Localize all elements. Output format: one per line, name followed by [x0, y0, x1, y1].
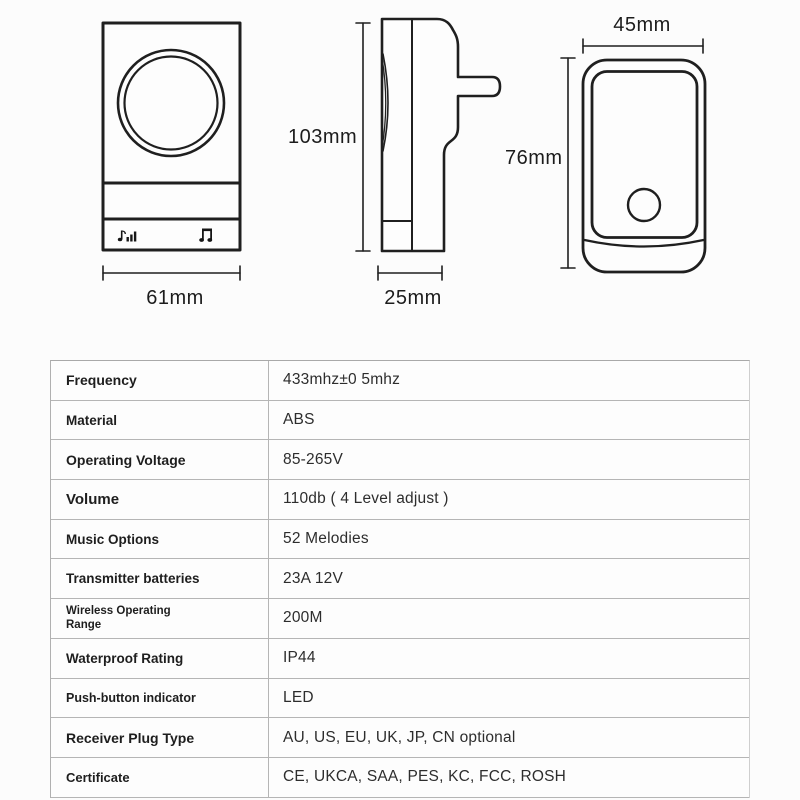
spec-label: Operating Voltage	[66, 451, 186, 468]
spec-value: 200M	[283, 609, 323, 627]
spec-value: 52 Melodies	[283, 530, 369, 548]
spec-row-frequency	[51, 361, 749, 401]
spec-table	[50, 360, 750, 798]
spec-label: Volume	[66, 490, 120, 508]
spec-row-music-options	[51, 520, 749, 560]
dimension-line-receiver-depth	[378, 266, 442, 280]
spec-label: Certificate	[66, 769, 130, 785]
dim-label-button-height: 76mm	[505, 147, 563, 169]
spec-label: Music Options	[66, 531, 160, 547]
spec-row-receiver-plug-type	[51, 718, 749, 758]
spec-row-wireless-operating-range	[51, 599, 749, 639]
spec-value: LED	[283, 688, 314, 706]
spec-row-push-button-indicator	[51, 679, 749, 719]
spec-label: Material	[66, 412, 118, 428]
dim-label-receiver-height: 103mm	[288, 126, 358, 148]
dimension-line-button-width	[583, 39, 703, 53]
spec-row-volume	[51, 480, 749, 520]
dimension-line-receiver-width	[103, 266, 240, 280]
spec-value: AU, US, EU, UK, JP, CN optional	[283, 728, 516, 746]
spec-value: 110db ( 4 Level adjust )	[283, 490, 449, 508]
receiver-side-view	[382, 19, 500, 251]
spec-label: Waterproof Rating	[66, 650, 184, 666]
spec-value: 23A 12V	[283, 569, 344, 587]
push-button-front-view	[583, 60, 705, 272]
dim-label-button-width: 45mm	[613, 14, 671, 36]
spec-value: 85-265V	[283, 450, 344, 468]
spec-value: IP44	[283, 649, 316, 667]
spec-row-transmitter-batteries	[51, 559, 749, 599]
spec-label: Push-button indicator	[66, 690, 196, 705]
dimension-line-receiver-height	[356, 23, 370, 251]
spec-label: Frequency	[66, 372, 137, 389]
spec-label: Receiver Plug Type	[66, 729, 195, 746]
spec-row-operating-voltage	[51, 440, 749, 480]
spec-row-waterproof-rating	[51, 639, 749, 679]
spec-value: ABS	[283, 411, 315, 429]
spec-row-material	[51, 401, 749, 441]
spec-label: Transmitter batteries	[66, 571, 200, 587]
spec-row-certificate	[51, 758, 749, 798]
receiver-front-view	[103, 23, 240, 250]
spec-value: CE, UKCA, SAA, PES, KC, FCC, ROSH	[283, 768, 567, 786]
dim-label-receiver-width: 61mm	[146, 287, 204, 309]
dim-label-receiver-depth: 25mm	[384, 287, 442, 309]
spec-value: 433mhz±0 5mhz	[283, 371, 401, 389]
spec-label: Wireless Operating Range	[66, 604, 171, 632]
